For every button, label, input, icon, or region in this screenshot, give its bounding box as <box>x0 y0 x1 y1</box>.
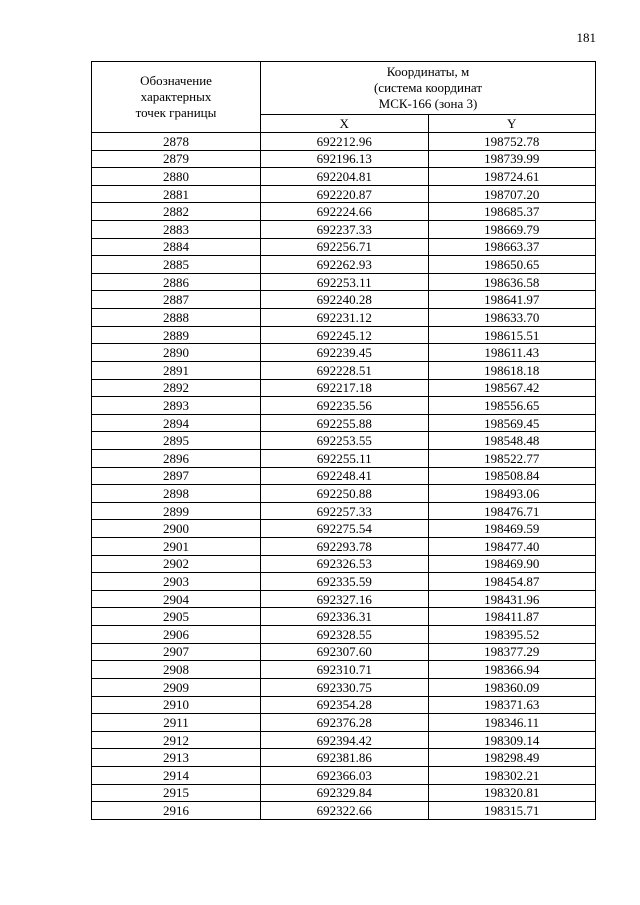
cell-point-id: 2885 <box>92 256 261 274</box>
cell-x: 692256.71 <box>261 238 429 256</box>
cell-x: 692240.28 <box>261 291 429 309</box>
cell-y: 198548.48 <box>428 432 596 450</box>
table-row <box>92 643 596 661</box>
cell-x: 692224.66 <box>261 203 429 221</box>
cell-y: 198633.70 <box>428 309 596 327</box>
cell-x: 692257.33 <box>261 502 429 520</box>
cell-y: 198522.77 <box>428 449 596 467</box>
header-point-line1: Обозначение <box>140 73 212 88</box>
cell-point-id: 2879 <box>92 150 261 168</box>
cell-point-id: 2901 <box>92 538 261 556</box>
cell-x: 692275.54 <box>261 520 429 538</box>
table-row <box>92 485 596 503</box>
cell-point-id: 2880 <box>92 168 261 186</box>
cell-x: 692253.55 <box>261 432 429 450</box>
header-point-designation <box>92 62 261 133</box>
cell-point-id: 2887 <box>92 291 261 309</box>
header-coords-line3: МСК-166 (зона 3) <box>378 96 478 111</box>
cell-x: 692255.11 <box>261 449 429 467</box>
table-body <box>92 133 596 820</box>
cell-point-id: 2904 <box>92 590 261 608</box>
cell-x: 692310.71 <box>261 661 429 679</box>
cell-point-id: 2909 <box>92 678 261 696</box>
table-row <box>92 344 596 362</box>
table-row <box>92 696 596 714</box>
cell-x: 692248.41 <box>261 467 429 485</box>
cell-y: 198669.79 <box>428 221 596 239</box>
header-point-line2: характерных <box>140 89 212 104</box>
cell-point-id: 2899 <box>92 502 261 520</box>
cell-x: 692204.81 <box>261 168 429 186</box>
table-row <box>92 502 596 520</box>
cell-point-id: 2912 <box>92 731 261 749</box>
table-row <box>92 361 596 379</box>
cell-y: 198302.21 <box>428 766 596 784</box>
cell-y: 198477.40 <box>428 538 596 556</box>
cell-x: 692255.88 <box>261 414 429 432</box>
cell-y: 198395.52 <box>428 626 596 644</box>
cell-x: 692336.31 <box>261 608 429 626</box>
coordinates-table <box>91 61 596 820</box>
cell-y: 198650.65 <box>428 256 596 274</box>
cell-y: 198556.65 <box>428 397 596 415</box>
cell-point-id: 2894 <box>92 414 261 432</box>
table-row <box>92 203 596 221</box>
table-row <box>92 784 596 802</box>
cell-x: 692237.33 <box>261 221 429 239</box>
table-row <box>92 802 596 820</box>
table-row <box>92 256 596 274</box>
cell-x: 692250.88 <box>261 485 429 503</box>
cell-point-id: 2878 <box>92 133 261 151</box>
table-row <box>92 238 596 256</box>
cell-y: 198411.87 <box>428 608 596 626</box>
cell-point-id: 2914 <box>92 766 261 784</box>
cell-point-id: 2916 <box>92 802 261 820</box>
cell-y: 198431.96 <box>428 590 596 608</box>
cell-x: 692231.12 <box>261 309 429 327</box>
cell-point-id: 2890 <box>92 344 261 362</box>
table-row <box>92 626 596 644</box>
cell-x: 692217.18 <box>261 379 429 397</box>
cell-y: 198663.37 <box>428 238 596 256</box>
table-row <box>92 608 596 626</box>
cell-point-id: 2888 <box>92 309 261 327</box>
cell-x: 692228.51 <box>261 361 429 379</box>
table-row <box>92 520 596 538</box>
table-row <box>92 150 596 168</box>
cell-x: 692293.78 <box>261 538 429 556</box>
table-row <box>92 573 596 591</box>
table-row <box>92 432 596 450</box>
cell-y: 198298.49 <box>428 749 596 767</box>
cell-x: 692239.45 <box>261 344 429 362</box>
cell-x: 692327.16 <box>261 590 429 608</box>
cell-x: 692366.03 <box>261 766 429 784</box>
table-row <box>92 766 596 784</box>
cell-x: 692376.28 <box>261 714 429 732</box>
cell-point-id: 2902 <box>92 555 261 573</box>
cell-y: 198493.06 <box>428 485 596 503</box>
table-row <box>92 168 596 186</box>
table-row <box>92 661 596 679</box>
cell-x: 692394.42 <box>261 731 429 749</box>
cell-y: 198346.11 <box>428 714 596 732</box>
cell-y: 198454.87 <box>428 573 596 591</box>
cell-x: 692329.84 <box>261 784 429 802</box>
cell-x: 692322.66 <box>261 802 429 820</box>
cell-x: 692220.87 <box>261 185 429 203</box>
cell-point-id: 2891 <box>92 361 261 379</box>
table-row <box>92 555 596 573</box>
cell-point-id: 2884 <box>92 238 261 256</box>
cell-y: 198611.43 <box>428 344 596 362</box>
cell-point-id: 2889 <box>92 326 261 344</box>
table-row <box>92 467 596 485</box>
cell-x: 692212.96 <box>261 133 429 151</box>
cell-point-id: 2910 <box>92 696 261 714</box>
table-row <box>92 309 596 327</box>
table-row <box>92 590 596 608</box>
cell-y: 198569.45 <box>428 414 596 432</box>
header-row-top <box>92 62 596 115</box>
cell-y: 198508.84 <box>428 467 596 485</box>
page-number: 181 <box>576 30 596 45</box>
cell-x: 692330.75 <box>261 678 429 696</box>
cell-y: 198309.14 <box>428 731 596 749</box>
cell-y: 198567.42 <box>428 379 596 397</box>
table-row <box>92 714 596 732</box>
cell-point-id: 2915 <box>92 784 261 802</box>
cell-y: 198685.37 <box>428 203 596 221</box>
cell-y: 198707.20 <box>428 185 596 203</box>
cell-point-id: 2886 <box>92 273 261 291</box>
cell-point-id: 2908 <box>92 661 261 679</box>
cell-point-id: 2900 <box>92 520 261 538</box>
cell-point-id: 2903 <box>92 573 261 591</box>
header-x: X <box>261 115 429 133</box>
table-row <box>92 273 596 291</box>
cell-y: 198636.58 <box>428 273 596 291</box>
cell-point-id: 2893 <box>92 397 261 415</box>
table-row <box>92 397 596 415</box>
cell-y: 198377.29 <box>428 643 596 661</box>
cell-x: 692262.93 <box>261 256 429 274</box>
cell-y: 198371.63 <box>428 696 596 714</box>
table-row <box>92 678 596 696</box>
cell-x: 692307.60 <box>261 643 429 661</box>
cell-y: 198360.09 <box>428 678 596 696</box>
header-coordinates <box>261 62 596 115</box>
table-header <box>92 62 596 133</box>
table-row <box>92 749 596 767</box>
table-row <box>92 538 596 556</box>
header-coords-line2: (система координат <box>373 80 483 95</box>
cell-x: 692354.28 <box>261 696 429 714</box>
cell-point-id: 2913 <box>92 749 261 767</box>
cell-x: 692235.56 <box>261 397 429 415</box>
cell-point-id: 2907 <box>92 643 261 661</box>
cell-y: 198641.97 <box>428 291 596 309</box>
cell-point-id: 2906 <box>92 626 261 644</box>
cell-y: 198615.51 <box>428 326 596 344</box>
table-row <box>92 379 596 397</box>
cell-y: 198366.94 <box>428 661 596 679</box>
cell-point-id: 2892 <box>92 379 261 397</box>
cell-point-id: 2911 <box>92 714 261 732</box>
table-row <box>92 185 596 203</box>
cell-x: 692196.13 <box>261 150 429 168</box>
cell-y: 198320.81 <box>428 784 596 802</box>
cell-y: 198739.99 <box>428 150 596 168</box>
table-row <box>92 291 596 309</box>
cell-y: 198618.18 <box>428 361 596 379</box>
table-row <box>92 221 596 239</box>
table-row <box>92 414 596 432</box>
cell-x: 692381.86 <box>261 749 429 767</box>
cell-y: 198315.71 <box>428 802 596 820</box>
table-row <box>92 326 596 344</box>
cell-y: 198724.61 <box>428 168 596 186</box>
cell-y: 198752.78 <box>428 133 596 151</box>
cell-point-id: 2896 <box>92 449 261 467</box>
cell-y: 198469.59 <box>428 520 596 538</box>
table-row <box>92 731 596 749</box>
cell-x: 692335.59 <box>261 573 429 591</box>
cell-x: 692253.11 <box>261 273 429 291</box>
cell-point-id: 2898 <box>92 485 261 503</box>
header-point-line3: точек границы <box>135 105 217 120</box>
table-row <box>92 449 596 467</box>
cell-point-id: 2881 <box>92 185 261 203</box>
cell-x: 692326.53 <box>261 555 429 573</box>
header-y: Y <box>428 115 596 133</box>
cell-point-id: 2895 <box>92 432 261 450</box>
cell-x: 692328.55 <box>261 626 429 644</box>
cell-point-id: 2897 <box>92 467 261 485</box>
cell-point-id: 2882 <box>92 203 261 221</box>
cell-y: 198469.90 <box>428 555 596 573</box>
table-row <box>92 133 596 151</box>
cell-point-id: 2883 <box>92 221 261 239</box>
cell-y: 198476.71 <box>428 502 596 520</box>
cell-point-id: 2905 <box>92 608 261 626</box>
cell-x: 692245.12 <box>261 326 429 344</box>
header-coords-line1: Координаты, м <box>386 64 470 79</box>
